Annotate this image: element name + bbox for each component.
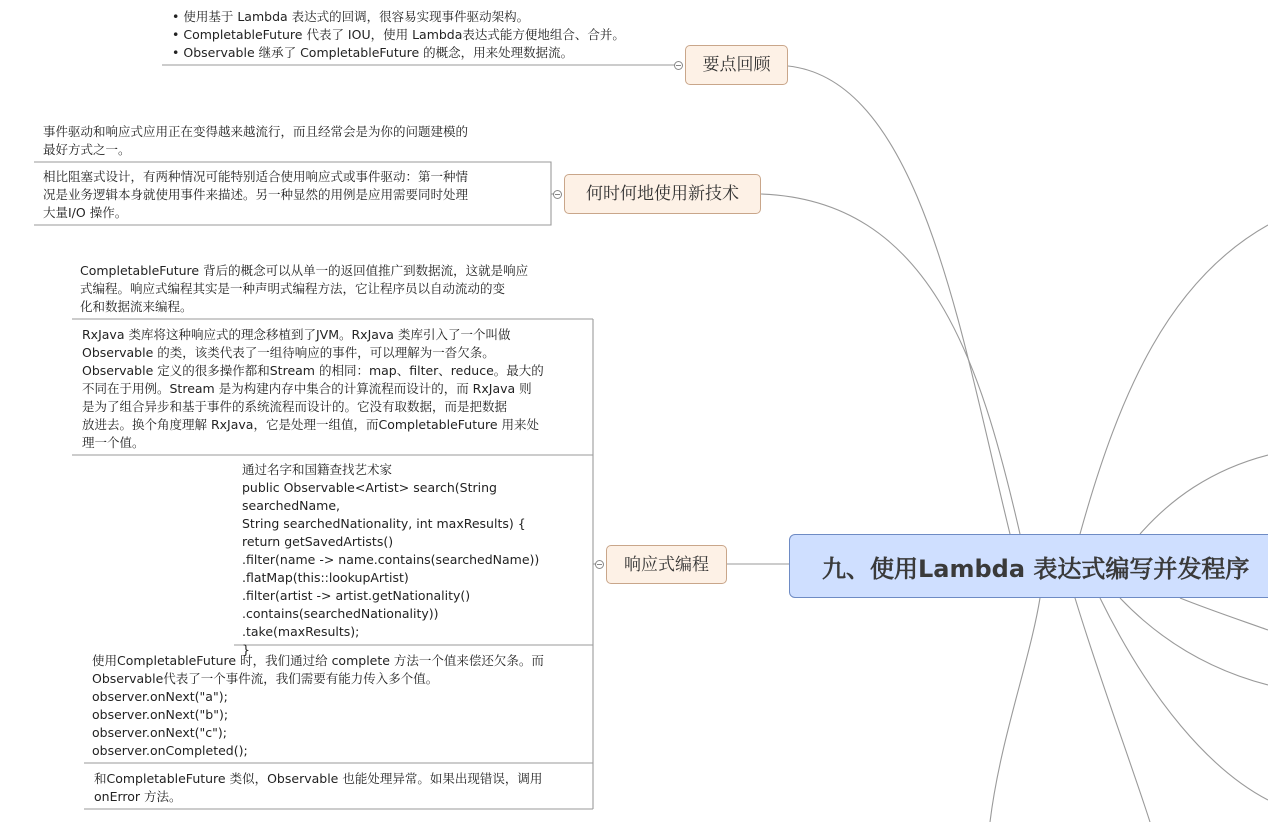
collapse-toggle-when[interactable]: [553, 190, 562, 199]
reactive-note: 和CompletableFuture 类似，Observable 也能处理异常。如果出现错误，调用 onError 方法。: [94, 771, 543, 804]
central-topic[interactable]: [789, 534, 1268, 598]
code-note: 通过名字和国籍查找艺术家 public Observable<Artist> search(String searchedName, String searchedNationality, int maxResults) { return getSavedArtists() .filter(name -> name.contains(searchedName)) .flatMap(this::lookupArtist) .filter(artist -> artist.getNationality() .contains(searchedNationality)) .take(maxResults); }: [242, 462, 540, 657]
summary-points: [172, 8, 625, 62]
central-topic-label: 九、使用Lambda 表达式编写并发程序: [822, 554, 1250, 583]
reactive-note: 使用CompletableFuture 时，我们通过给 complete 方法一个值来偿还欠条。而 Observable代表了一个事件流，我们需要有能力传入多个值。 observer.onNext("a"); observer.onNext("b"); observer.onNext("c"); observer.onCompleted();: [92, 653, 544, 758]
when-note: 相比阻塞式设计，有两种情况可能特别适合使用响应式或事件驱动：第一种情 况是业务逻辑本身就使用事件来描述。另一种显然的用例是应用需要同时处理 大量I/O 操作。: [43, 169, 469, 220]
summary-point: • Observable 继承了 CompletableFuture 的概念，用来处理数据流。: [172, 44, 625, 62]
reactive-note: CompletableFuture 背后的概念可以从单一的返回值推广到数据流，这就是响应 式编程。响应式编程其实是一种声明式编程方法，它让程序员以自动流动的变 化和数据流来编程。: [80, 263, 529, 314]
summary-point: • CompletableFuture 代表了 IOU，使用 Lambda表达式能方便地组合、合并。: [172, 26, 625, 44]
when-note: 事件驱动和响应式应用正在变得越来越流行，而且经常会是为你的问题建模的 最好方式之一。: [43, 124, 469, 157]
collapse-toggle-summary[interactable]: [674, 61, 683, 70]
collapse-toggle-reactive[interactable]: [595, 560, 604, 569]
topic-summary[interactable]: 要点回顾: [685, 45, 788, 85]
summary-point: • 使用基于 Lambda 表达式的回调，很容易实现事件驱动架构。: [172, 8, 625, 26]
topic-when-to-use[interactable]: 何时何地使用新技术: [564, 174, 761, 214]
reactive-note: RxJava 类库将这种响应式的理念移植到了JVM。RxJava 类库引入了一个叫做 Observable 的类，该类代表了一组待响应的事件，可以理解为一沓欠条。 Observable 定义的很多操作都和Stream 的相同：map、filter、reduce。最大的 不同在于用例。Stream 是为构建内存中集合的计算流程而设计的，而 RxJava 则 是为了组合异步和基于事件的系统流程而设计的。它没有取数据，而是把数据 放进去。换个角度理解 RxJava，它是处理一组值，而CompletableFuture 用来处 理一个值。: [82, 327, 544, 450]
topic-reactive[interactable]: 响应式编程: [606, 545, 727, 584]
